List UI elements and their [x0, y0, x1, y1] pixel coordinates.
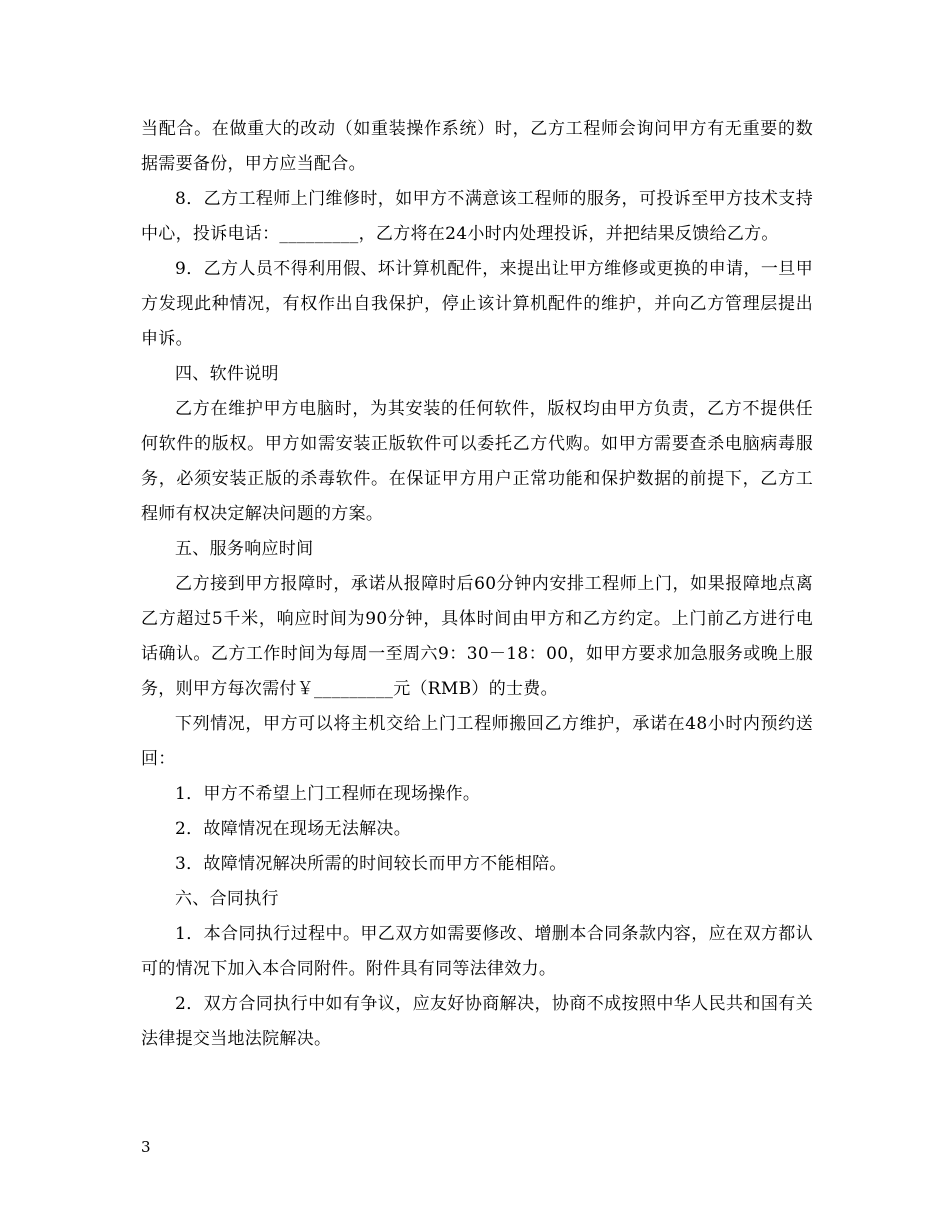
list-item-condition-3: 3．故障情况解决所需的时间较长而甲方不能相陪。: [175, 854, 567, 874]
paragraph-conditions: 下列情况，甲方可以将主机交给上门工程师搬回乙方维护，承诺在48小时内预约送回：: [141, 714, 813, 769]
paragraph-clause-8: 8．乙方工程师上门维修时，如甲方不满意该工程师的服务，可投诉至甲方技术支持中心，投诉电话：_________，乙方将在24小时内处理投诉，并把结果反馈给乙方。: [141, 189, 813, 244]
paragraph-execution-2: 2．双方合同执行中如有争议，应友好协商解决，协商不成按照中华人民共和国有关法律提交当地法院解决。: [141, 994, 813, 1049]
paragraph-clause-9: 9．乙方人员不得利用假、坏计算机配件，来提出让甲方维修或更换的申请，一旦甲方发现此种情况，有权作出自我保护，停止该计算机配件的维护，并向乙方管理层提出申诉。: [141, 259, 813, 349]
paragraph-execution-1: 1．本合同执行过程中。甲乙双方如需要修改、增删本合同条款内容，应在双方都认可的情况下加入本合同附件。附件具有同等法律效力。: [141, 924, 813, 979]
section-heading-response-time: 五、服务响应时间: [175, 539, 314, 559]
list-item-condition-2: 2．故障情况在现场无法解决。: [175, 819, 412, 839]
section-heading-software: 四、软件说明: [175, 364, 279, 384]
section-heading-contract-execution: 六、合同执行: [175, 889, 279, 909]
paragraph-continuation: 当配合。在做重大的改动（如重装操作系统）时，乙方工程师会询问甲方有无重要的数据需要备份，甲方应当配合。: [141, 119, 813, 174]
list-item-condition-1: 1．甲方不希望上门工程师在现场操作。: [175, 784, 481, 804]
paragraph-software: 乙方在维护甲方电脑时，为其安装的任何软件，版权均由甲方负责，乙方不提供任何软件的版权。甲方如需安装正版软件可以委托乙方代购。如甲方需要查杀电脑病毒服务，必须安装正版的杀毒软件。在保证甲方用户正常功能和保护数据的前提下，乙方工程师有权决定解决问题的方案。: [141, 399, 813, 524]
page-number: 3: [141, 1138, 151, 1156]
paragraph-response-time: 乙方接到甲方报障时，承诺从报障时后60分钟内安排工程师上门，如果报障地点离乙方超过5千米，响应时间为90分钟，具体时间由甲方和乙方约定。上门前乙方进行电话确认。乙方工作时间为每周一至周六9：30－18：00，如甲方要求加急服务或晚上服务，则甲方每次需付￥_________元（RMB）的士费。: [141, 574, 813, 699]
document-body: [141, 112, 813, 1057]
